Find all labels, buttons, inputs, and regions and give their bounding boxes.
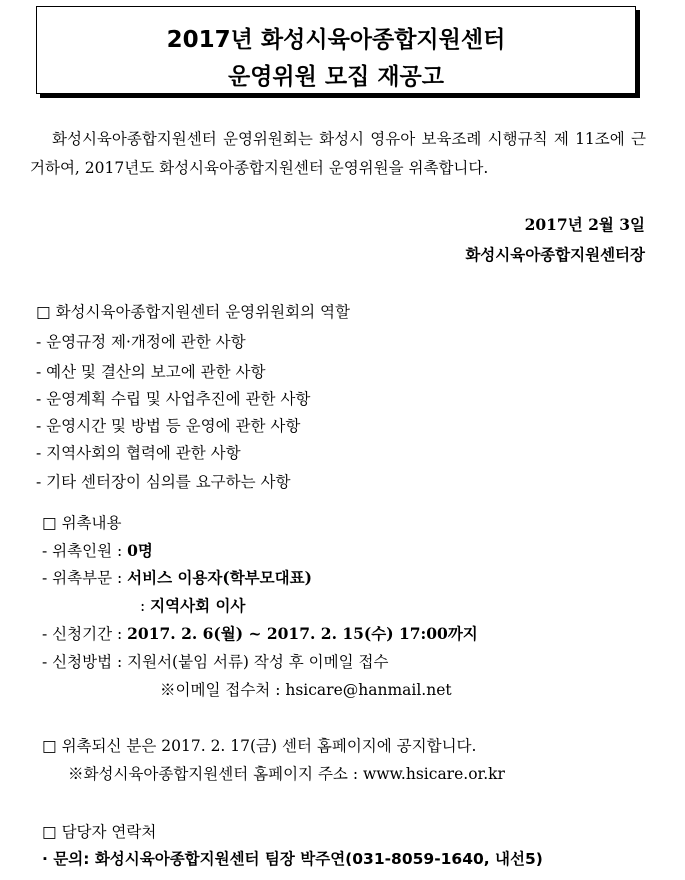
appointment-count: [42, 539, 153, 561]
appointment-sector-value1: 서비스 이용자(학부모대표): [127, 568, 312, 587]
application-period-label: - 신청기간 :: [42, 625, 128, 643]
appointment-count-label: - 위촉인원 :: [42, 542, 128, 560]
title-box: [36, 6, 636, 94]
role-item: - 운영시간 및 방법 등 운영에 관한 사항: [36, 417, 301, 435]
appointment-sector-label: - 위촉부문 :: [42, 569, 128, 587]
announcement-date: 2017년 2월 3일: [524, 215, 645, 234]
application-method: [42, 650, 388, 672]
role-item: - 운영계획 수립 및 사업추진에 관한 사항: [36, 390, 311, 408]
appointment-heading: □ 위촉내용: [42, 514, 122, 532]
appointment-sector-value2: 지역사회 이사: [150, 596, 246, 615]
role-item: - 지역사회의 협력에 관한 사항: [36, 444, 241, 462]
application-period: [42, 622, 478, 644]
notice-line: □ 위촉되신 분은 2017. 2. 17(금) 센터 홈페이지에 공지합니다.: [42, 737, 477, 755]
homepage-note: ※화성시육아종합지원센터 홈페이지 주소 : www.hsicare.or.kr: [68, 765, 505, 783]
title-box-shadow-bottom: [40, 94, 640, 98]
issuer-name: 화성시육아종합지원센터장: [465, 246, 645, 264]
appointment-sector-second: [140, 594, 245, 616]
appointment-sector: [42, 566, 312, 588]
role-item: - 기타 센터장이 심의를 요구하는 사항: [36, 473, 291, 491]
application-period-value: 2017. 2. 6(월) ~ 2017. 2. 15(수) 17:00까지: [127, 624, 478, 643]
role-item: - 예산 및 결산의 보고에 관한 사항: [36, 363, 266, 381]
roles-heading: □ 화성시육아종합지원센터 운영위원회의 역할: [36, 303, 350, 321]
intro-paragraph: 화성시육아종합지원센터 운영위원회는 화성시 영유아 보육조례 시행규칙 제 11조에 근거하여, 2017년도 화성시육아종합지원센터 운영위원을 위촉합니다.: [30, 130, 646, 177]
contact-line: · 문의: 화성시육아종합지원센터 팀장 박주연(031-8059-1640, 내선5): [42, 850, 543, 868]
appointment-sector-colon: :: [140, 597, 151, 615]
application-method-label: - 신청방법 :: [42, 653, 128, 671]
role-item: - 운영규정 제·개정에 관한 사항: [36, 333, 246, 351]
title-box-shadow-right: [636, 10, 640, 97]
application-method-value: 지원서(붙임 서류) 작성 후 이메일 접수: [127, 653, 389, 671]
page-title-line2: 운영위원 모집 재공고: [228, 64, 444, 90]
email-note: ※이메일 접수처 : hsicare@hanmail.net: [160, 681, 452, 699]
page-title-line1: 2017년 화성시육아종합지원센터: [166, 27, 506, 53]
appointment-count-value: 0명: [127, 541, 153, 560]
contact-heading: □ 담당자 연락처: [42, 823, 157, 841]
